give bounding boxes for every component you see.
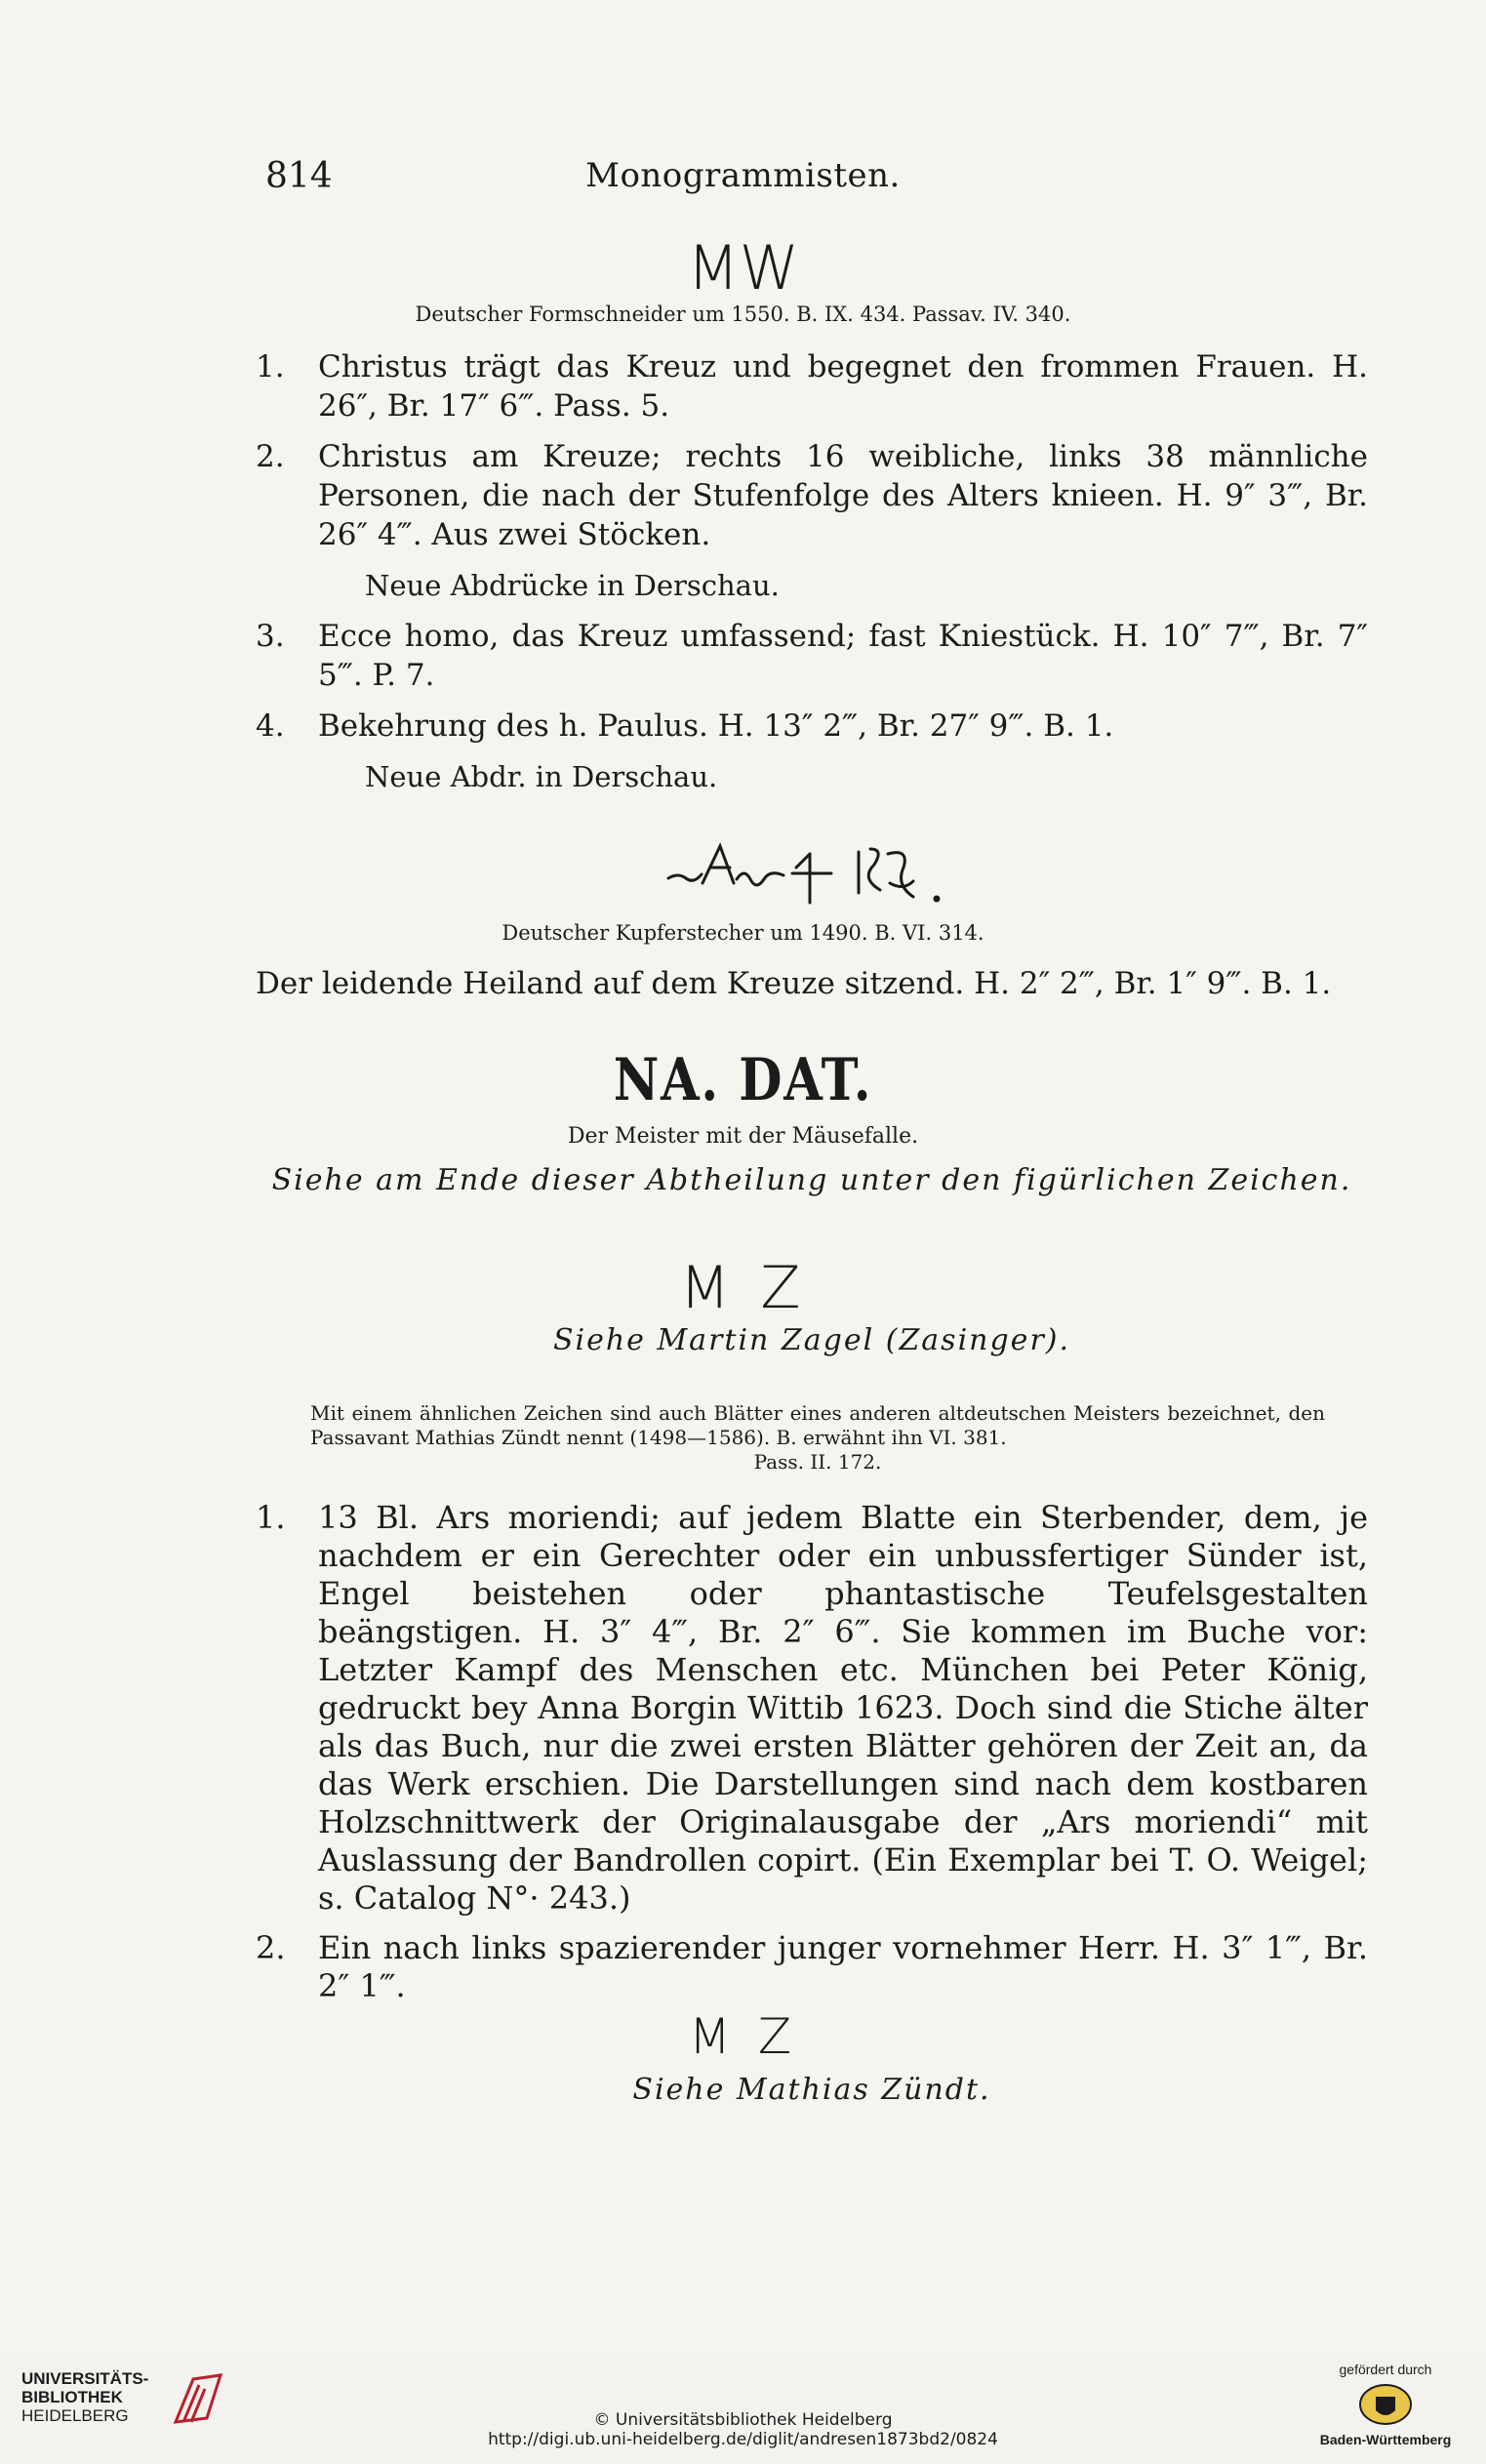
item-text: 13 Bl. Ars moriendi; auf jedem Blatte ein Sterbender, dem, je nachdem er ein Gerechter oder ein unbussfertiger Sünder ist, Engel beistehen oder phantastische Teufelsgestalten beängstigen. H. 3″ 4‴, Br. 2″ 6‴. Sie kommen im Buche vor: Letzter Kampf des Menschen etc. München bei Peter König, gedruckt bey Anna Borgin Wittib 1623. Doch sind die Stiche älter als das Buch, nur die zwei ersten Blätter gehören der Zeit an, da das Werk erschien. Die Darstellungen sind nach dem kostbaren Holzschnittwerk der Originalausgabe der „Ars moriendi“ mit Auslassung der Bandrollen copirt. (Ein Exemplar bei T. O. Weigel; s. Catalog N°· 243.) xyxy=(318,1499,1368,1917)
item-text: Bekehrung des h. Paulus. H. 13″ 2‴, Br. 27″ 9‴. B. 1. xyxy=(318,708,1114,744)
sponsor-bottom: Baden-Württemberg xyxy=(1319,2432,1452,2447)
item-note: Neue Abdr. in Derschau. xyxy=(365,760,718,793)
mz-note-text: Mit einem ähnlichen Zeichen sind auch Blätter eines anderen altdeutschen Meisters bezeichnet, den Passavant Mathias Zündt nennt (1498—1586). B. erwähnt ihn VI. 381. xyxy=(310,1401,1325,1449)
mz-note xyxy=(310,1401,1325,1474)
monogram-mw: MW xyxy=(687,232,799,303)
kupfer-subtitle: Deutscher Kupferstecher um 1490. B. VI. 314. xyxy=(502,921,984,945)
list-item xyxy=(256,1929,1368,2005)
item-number: 1. xyxy=(256,1499,286,1536)
mz-note-end: Pass. II. 172. xyxy=(753,1450,882,1474)
item-note: Neue Abdrücke in Derschau. xyxy=(365,569,780,602)
list-item xyxy=(256,437,1368,554)
list-item xyxy=(256,1499,1368,1918)
item-number: 2. xyxy=(256,1929,286,1966)
page-number: 814 xyxy=(265,156,333,196)
copyright: © Universitätsbibliothek Heidelberg xyxy=(593,2410,893,2430)
permalink[interactable]: http://digi.ub.uni-heidelberg.de/diglit/andresen1873bd2/0824 xyxy=(488,2430,998,2449)
mz-entries xyxy=(256,1499,1368,2017)
nadat-reference: Siehe am Ende dieser Abtheilung unter den figürlichen Zeichen. xyxy=(271,1163,1352,1197)
mw-subtitle: Deutscher Formschneider um 1550. B. IX. 434. Passav. IV. 340. xyxy=(415,303,1071,326)
logo-line-1: UNIVERSITÄTS- xyxy=(21,2369,149,2388)
logo-line-2: BIBLIOTHEK xyxy=(21,2388,123,2406)
monogram-signature-icon xyxy=(663,834,966,912)
item-text: Christus trägt das Kreuz und begegnet den frommen Frauen. H. 26″, Br. 17″ 6‴. Pass. 5. xyxy=(318,349,1368,424)
list-item xyxy=(256,347,1368,425)
monogram-mz: M Z xyxy=(679,1254,807,1322)
item-number: 4. xyxy=(256,708,285,744)
item-number: 1. xyxy=(256,349,285,384)
item-number: 3. xyxy=(256,619,285,654)
list-item xyxy=(256,707,1368,746)
mz2-reference: Siehe Mathias Zündt. xyxy=(632,2073,991,2107)
mw-entries xyxy=(256,347,1368,796)
item-text: Ecce homo, das Kreuz umfassend; fast Kniestück. H. 10″ 7‴, Br. 7″ 5‴. P. 7. xyxy=(318,619,1368,693)
item-text: Christus am Kreuze; rechts 16 weibliche, links 38 männliche Personen, die nach der Stufenfolge des Alters knieen. H. 9″ 3‴, Br. 26″ 4‴. Aus zwei Stöcken. xyxy=(318,439,1368,552)
list-item xyxy=(256,617,1368,695)
mz-reference: Siehe Martin Zagel (Zasinger). xyxy=(552,1323,1071,1357)
running-title: Monogrammisten. xyxy=(585,156,901,195)
sponsor xyxy=(1298,2362,1473,2447)
monogram-nadat: NA. DAT. xyxy=(613,1046,873,1114)
kupfer-line: Der leidende Heiland auf dem Kreuze sitzend. H. 2″ 2‴, Br. 1″ 9‴. B. 1. xyxy=(256,966,1332,1001)
logo-line-3: HEIDELBERG xyxy=(21,2406,129,2425)
sponsor-top: gefördert durch xyxy=(1339,2362,1432,2377)
coat-of-arms-icon xyxy=(1356,2381,1415,2428)
item-number: 2. xyxy=(256,439,285,474)
nadat-subtitle: Der Meister mit der Mäusefalle. xyxy=(567,1124,919,1149)
monogram-mz-2: M Z xyxy=(688,2008,798,2065)
footer-credit xyxy=(0,2410,1486,2449)
item-text: Ein nach links spazierender junger vornehmer Herr. H. 3″ 1‴, Br. 2″ 1‴. xyxy=(318,1929,1368,2004)
